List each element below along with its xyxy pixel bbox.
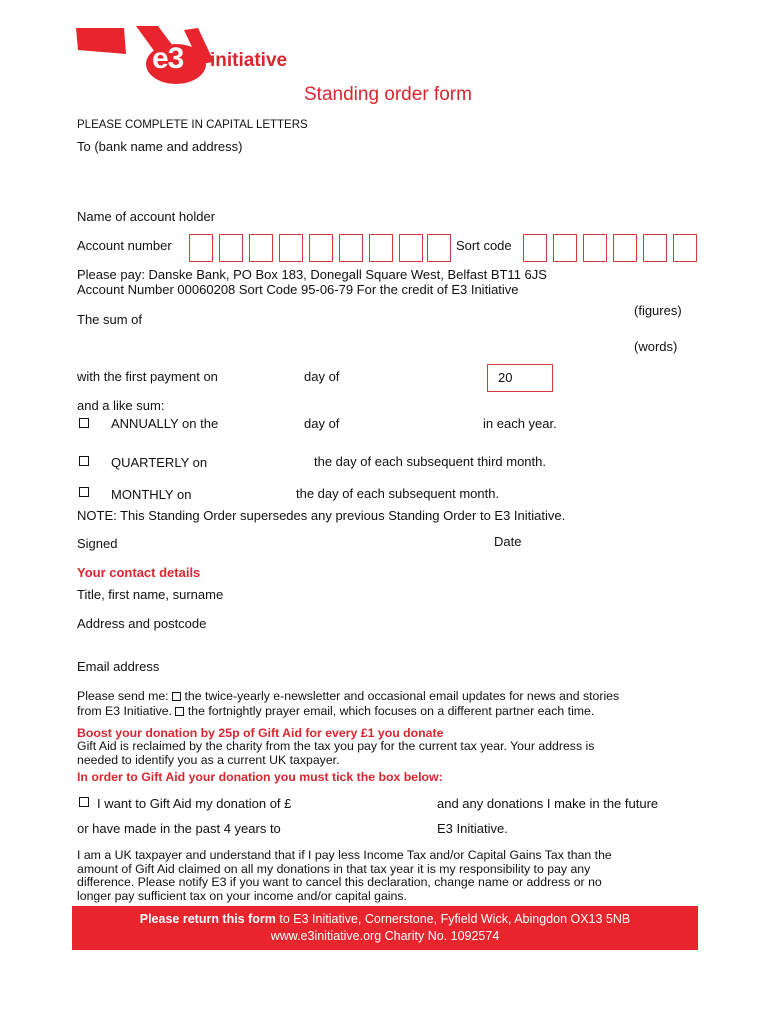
sort-code-label: Sort code (456, 238, 512, 253)
bank-name-input[interactable] (270, 133, 697, 161)
annual-day-input[interactable] (234, 411, 298, 439)
giftaid-text (77, 740, 707, 767)
contact-heading: Your contact details (77, 565, 201, 580)
date-input[interactable] (529, 531, 697, 559)
note: NOTE: This Standing Order supersedes any previous Standing Order to E3 Initiative. (77, 508, 566, 523)
monthly-day-input[interactable] (228, 480, 292, 508)
giftaid-text-line: Gift Aid is reclaimed by the charity from the tax you pay for the current tax year. Your address is (77, 739, 595, 753)
each-year-label: in each year. (483, 416, 557, 431)
words-label: (words) (634, 339, 678, 354)
send-line-2 (77, 704, 594, 718)
prayer-email-checkbox[interactable] (175, 707, 184, 716)
signature-input[interactable] (124, 531, 479, 559)
send-prefix: Please send me: (77, 689, 169, 703)
sum-label: The sum of (77, 312, 143, 327)
account-number-digit[interactable] (279, 234, 303, 262)
sort-code-digit[interactable] (673, 234, 697, 262)
annually-label: ANNUALLY on the (111, 416, 219, 431)
giftaid-past: or have made in the past 4 years to (77, 821, 281, 836)
send-line2-prefix: from E3 Initiative. (77, 704, 172, 718)
first-payment-day-input[interactable] (235, 364, 299, 392)
quarterly-day-input[interactable] (246, 446, 310, 474)
address-input[interactable] (222, 611, 697, 655)
quarterly-tail: the day of each subsequent third month. (314, 454, 546, 469)
account-number-digit[interactable] (369, 234, 393, 262)
date-label: Date (494, 534, 522, 549)
full-name-input[interactable] (242, 580, 697, 608)
account-number-digit[interactable] (399, 234, 423, 262)
giftaid-heading: Boost your donation by 25p of Gift Aid for every £1 you donate (77, 726, 444, 740)
giftaid-instruction: In order to Gift Aid your donation you must tick the box below: (77, 770, 443, 784)
account-number-digit[interactable] (339, 234, 363, 262)
giftaid-org: E3 Initiative. (437, 821, 508, 836)
signed-label: Signed (77, 536, 118, 551)
send-line-1 (77, 689, 619, 703)
bank-address-input[interactable] (72, 169, 697, 197)
monthly-tail: the day of each subsequent month. (296, 486, 500, 501)
declaration-line: amount of Gift Aid claimed on all my donations in that tax year it is my responsibility to pay any (77, 861, 591, 876)
account-number-digit[interactable] (249, 234, 273, 262)
footer-bold: Please return this form (139, 912, 276, 926)
declaration (77, 849, 707, 903)
quarterly-label: QUARTERLY on (111, 455, 208, 470)
account-number-digit[interactable] (189, 234, 213, 262)
sort-code-digit[interactable] (553, 234, 577, 262)
sort-code-digit[interactable] (523, 234, 547, 262)
monthly-label: MONTHLY on (111, 487, 192, 502)
sort-code-digit[interactable] (643, 234, 667, 262)
payee-line-2: Account Number 00060208 Sort Code 95-06-79 For the credit of E3 Initiative (77, 282, 519, 297)
annual-day-of-label: day of (304, 416, 340, 431)
first-payment-year-input[interactable] (487, 364, 553, 392)
quarterly-checkbox[interactable] (79, 456, 89, 466)
instruction: PLEASE COMPLETE IN CAPITAL LETTERS (77, 119, 308, 131)
logo (76, 22, 306, 88)
logo-word: initiative (210, 50, 288, 71)
footer-line-1 (72, 911, 698, 928)
giftaid-amount-input[interactable] (315, 806, 432, 830)
account-number-digit[interactable] (309, 234, 333, 262)
bank-label: To (bank name and address) (77, 139, 243, 154)
footer-line-2: www.e3initiative.org Charity No. 1092574 (270, 929, 500, 943)
sum-figures-input[interactable] (157, 298, 626, 326)
email-input[interactable] (177, 659, 697, 687)
account-number-digit[interactable] (219, 234, 243, 262)
address-label: Address and postcode (77, 616, 207, 631)
giftaid-future: and any donations I make in the future (437, 796, 659, 811)
logo-brand: e3 (152, 42, 184, 75)
sum-words-input[interactable] (157, 333, 626, 361)
payee-line-1: Please pay: Danske Bank, PO Box 183, Donegall Square West, Belfast BT11 6JS (77, 267, 547, 282)
first-payment-label: with the first payment on (77, 369, 218, 384)
account-number-digit[interactable] (427, 234, 451, 262)
newsletter-checkbox[interactable] (172, 692, 181, 701)
email-label: Email address (77, 659, 160, 674)
monthly-checkbox[interactable] (79, 487, 89, 497)
year-prefix: 20 (498, 370, 513, 385)
day-of-label: day of (304, 369, 340, 384)
name-label: Title, first name, surname (77, 587, 224, 602)
giftaid-want: I want to Gift Aid my donation of £ (97, 796, 292, 811)
declaration-line: I am a UK taxpayer and understand that if I pay less Income Tax and/or Capital Gains Tax than the (77, 848, 612, 862)
prayer-email-option: the fortnightly prayer email, which focuses on a different partner each time. (187, 704, 595, 718)
sort-code-digit[interactable] (583, 234, 607, 262)
account-holder-input[interactable] (237, 203, 697, 231)
declaration-line: difference. Please notify E3 if you want to cancel this declaration, change name or address or no (77, 875, 602, 890)
annually-checkbox[interactable] (79, 418, 89, 428)
giftaid-checkbox[interactable] (79, 797, 89, 807)
footer-banner (72, 906, 698, 950)
footer-address: to E3 Initiative, Cornerstone, Fyfield Wick, Abingdon OX13 5NB (275, 912, 631, 926)
holder-label: Name of account holder (77, 209, 216, 224)
figures-label: (figures) (634, 303, 682, 318)
account-number-label: Account number (77, 238, 172, 253)
like-sum-label: and a like sum: (77, 398, 165, 413)
annual-month-input[interactable] (346, 411, 479, 439)
page-title: Standing order form (304, 84, 472, 105)
declaration-line: longer pay sufficient tax on your income and/or capital gains. (77, 888, 407, 903)
first-payment-month-input[interactable] (350, 364, 480, 392)
sort-code-digit[interactable] (613, 234, 637, 262)
giftaid-text-line: needed to identify you as a current UK taxpayer. (77, 752, 340, 767)
newsletter-option: the twice-yearly e-newsletter and occasional email updates for news and stories (184, 689, 620, 703)
